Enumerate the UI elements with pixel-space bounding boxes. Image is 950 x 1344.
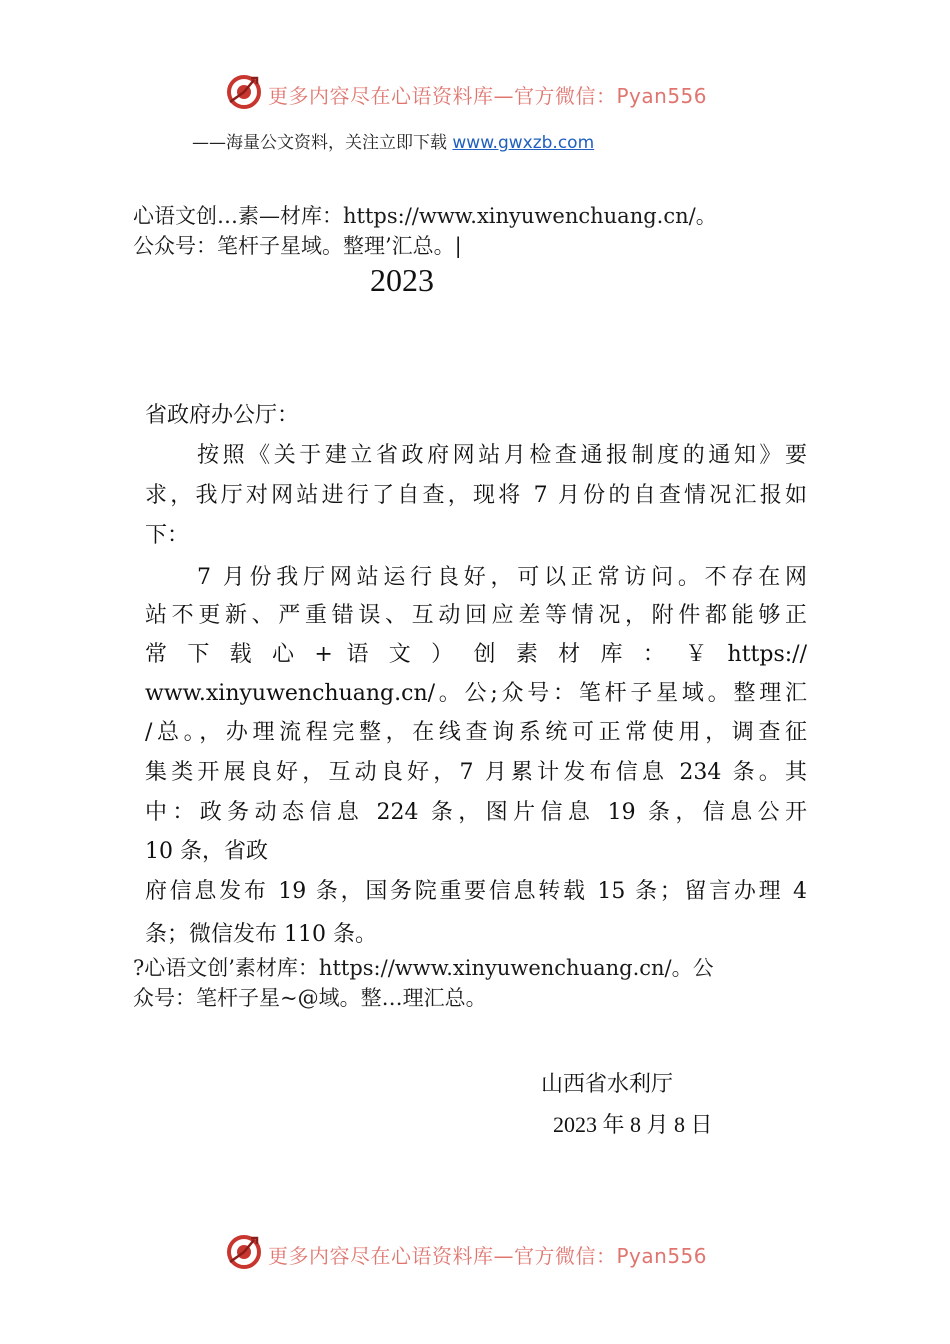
header-banner — [0, 72, 950, 116]
paragraph2-line: 府信息发布 19 条，国务院重要信息转载 15 条；留言办理 4 — [145, 879, 807, 904]
paragraph2-line: 7 月份我厅网站运行良好，可以正常访问。不存在网 — [197, 565, 807, 590]
paragraph1-line: 求，我厅对网站进行了自查，现将 7 月份的自查情况汇报如 — [145, 483, 807, 508]
paragraph1-line: 按照《关于建立省政府网站月检查通报制度的通知》要 — [197, 443, 807, 468]
paragraph2-line: www.xinyuwenchuang.cn/。公;众号：笔杆子星域。整理汇 — [145, 681, 807, 706]
watermark-top-line1: 心语文创…素—材库：https://www.xinyuwenchuang.cn/。 — [133, 204, 717, 228]
paragraph2-line: 集类开展良好，互动良好，7 月累计发布信息 234 条。其 — [145, 760, 807, 785]
footer-banner-text: 更多内容尽在心语资料库—官方微信：Pyan556 — [268, 1244, 708, 1268]
paragraph2-line: 条；微信发布 110 条。 — [145, 922, 377, 947]
watermark-bottom-line2: 众号：笔杆子星~@域。整…理汇总。 — [133, 986, 487, 1010]
salutation: 省政府办公厅： — [145, 403, 300, 428]
watermark-top-line2: 公众号：笔杆子星域。整理’汇总。| — [133, 234, 462, 258]
header-banner-text: 更多内容尽在心语资料库—官方微信：Pyan556 — [268, 84, 708, 108]
signature-org: 山西省水利厅 — [541, 1072, 674, 1097]
footer-banner — [0, 1232, 950, 1276]
paragraph2-line: 中：政务动态信息 224 条，图片信息 19 条，信息公开 — [145, 800, 807, 825]
logo-icon — [224, 72, 264, 112]
paragraph2-line: /总。，办理流程完整，在线查询系统可正常使用，调查征 — [145, 720, 807, 745]
signature-date: 2023 年 8 月 8 日 — [553, 1112, 713, 1137]
subline-prefix: ——海量公文资料，关注立即下载 — [192, 133, 453, 153]
paragraph2-line: 站不更新、严重错误、互动回应差等情况，附件都能够正 — [145, 603, 807, 628]
paragraph2-line: 10 条，省政 — [145, 839, 268, 864]
header-subline — [192, 128, 594, 153]
logo-icon — [224, 1232, 264, 1272]
site-link[interactable]: www.gwxzb.com — [452, 133, 595, 153]
paragraph2-line: 常 下 载 心 + 语 文 ） 创 素 材 库 ： ￥ https:// — [145, 642, 807, 667]
watermark-bottom-line1: ?心语文创’素材库：https://www.xinyuwenchuang.cn/。公 — [133, 956, 714, 980]
document-year: 2023 — [370, 262, 434, 298]
paragraph1-line: 下： — [145, 523, 190, 548]
